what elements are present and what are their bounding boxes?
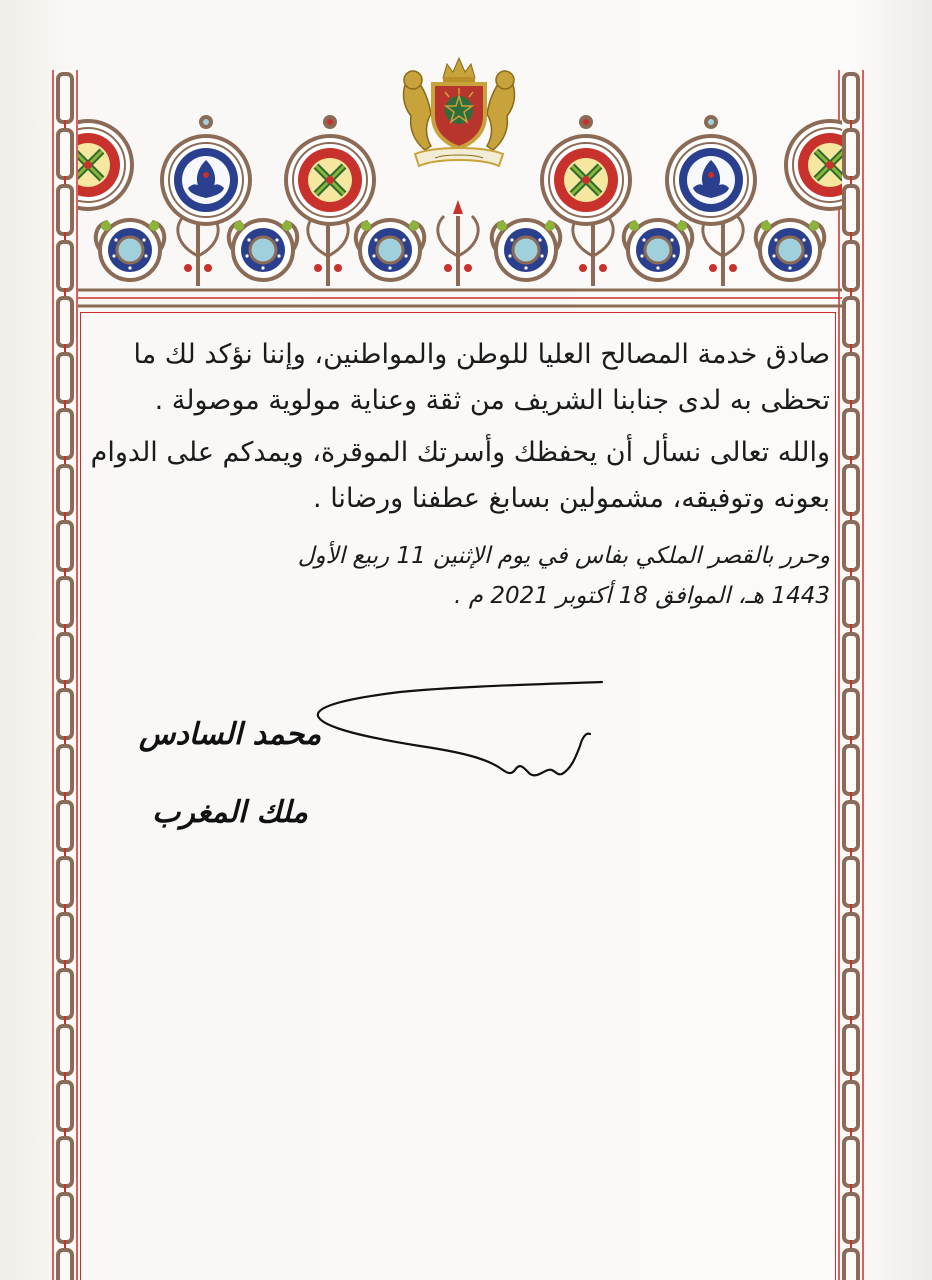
dateline-line-1: وحرر بالقصر الملكي بفاس في يوم الإثنين 11 ربيع الأول <box>297 543 830 569</box>
paragraph-2: والله تعالى نسأل أن يحفظك وأسرتك الموقرة، ويمدكم على الدوام بعونه وتوفيقه، مشمولين بسابغ عطفنا ورضانا . <box>90 437 830 514</box>
left-frame-border <box>52 70 78 1280</box>
signature-name: محمد السادس <box>138 717 322 752</box>
signature-title: ملك المغرب <box>152 795 308 830</box>
dateline-line-2: 1443 هـ، الموافق 18 أكتوبر 2021 م . <box>454 583 830 609</box>
letter-body <box>88 332 830 616</box>
royal-coat-of-arms-icon <box>395 50 523 175</box>
signature-mark <box>310 672 610 792</box>
dateline <box>88 536 830 616</box>
paragraph-1: صادق خدمة المصالح العليا للوطن والمواطنين، وإننا نؤكد لك ما تحظى به لدى جنابنا الشريف من ثقة وعناية مولوية موصولة . <box>133 339 830 416</box>
